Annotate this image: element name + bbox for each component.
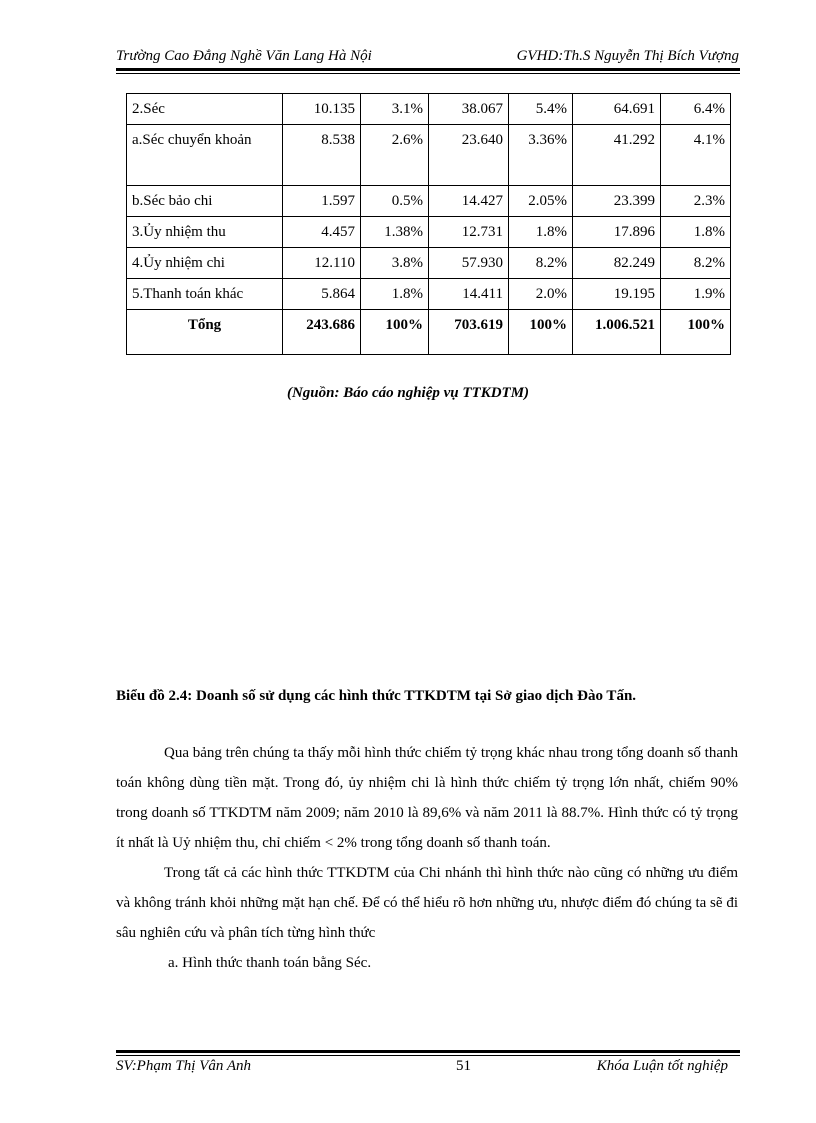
- total-percent-2010: 100%: [509, 310, 573, 355]
- row-label: b.Séc bảo chi: [127, 186, 283, 217]
- percent-2011: 1.8%: [661, 217, 731, 248]
- table-row: [127, 186, 731, 217]
- percent-2010: 1.8%: [509, 217, 573, 248]
- header-rule-thick: [116, 68, 740, 71]
- percent-2009: 3.1%: [361, 94, 429, 125]
- total-label: Tổng: [127, 310, 283, 355]
- table-source-note: (Nguồn: Báo cáo nghiệp vụ TTKDTM): [286, 385, 530, 401]
- value-2011: 19.195: [573, 279, 661, 310]
- value-2010: 23.640: [429, 125, 509, 186]
- total-value-2009: 243.686: [283, 310, 361, 355]
- percent-2011: 1.9%: [661, 279, 731, 310]
- value-2011: 23.399: [573, 186, 661, 217]
- value-2009: 10.135: [283, 94, 361, 125]
- footer-rule-thin: [116, 1055, 740, 1056]
- row-label: 5.Thanh toán khác: [127, 279, 283, 310]
- percent-2011: 6.4%: [661, 94, 731, 125]
- value-2010: 14.427: [429, 186, 509, 217]
- percent-2009: 3.8%: [361, 248, 429, 279]
- footer-rule-thick: [116, 1050, 740, 1053]
- percent-2010: 5.4%: [509, 94, 573, 125]
- table-row: [127, 248, 731, 279]
- page-number: 51: [456, 1058, 471, 1074]
- table-row: [127, 217, 731, 248]
- row-label: a.Séc chuyển khoản: [127, 125, 283, 186]
- subsection-heading: a. Hình thức thanh toán bằng Séc.: [168, 955, 372, 971]
- value-2009: 12.110: [283, 248, 361, 279]
- total-value-2010: 703.619: [429, 310, 509, 355]
- header-advisor: GVHD:Th.S Nguyễn Thị Bích Vượng: [516, 48, 739, 64]
- table-total-row: [127, 310, 731, 355]
- percent-2009: 1.38%: [361, 217, 429, 248]
- value-2010: 57.930: [429, 248, 509, 279]
- percent-2010: 3.36%: [509, 125, 573, 186]
- total-percent-2011: 100%: [661, 310, 731, 355]
- table-row: [127, 125, 731, 186]
- percent-2010: 2.05%: [509, 186, 573, 217]
- chart-caption: Biểu đồ 2.4: Doanh số sử dụng các hình thức TTKDTM tại Sở giao dịch Đào Tấn.: [116, 688, 637, 704]
- percent-2011: 2.3%: [661, 186, 731, 217]
- row-label: 3.Ủy nhiệm thu: [127, 217, 283, 248]
- value-2009: 5.864: [283, 279, 361, 310]
- payment-methods-table: [126, 93, 731, 355]
- paragraph-overview: Trong tất cả các hình thức TTKDTM của Chi nhánh thì hình thức nào cũng có những ưu điểm và không tránh khỏi những mặt hạn chế. Để có thể hiểu rõ hơn những ưu, nhược điểm đó chúng ta sẽ đi sâu nghiên cứu và phân tích từng hình thức: [116, 865, 738, 941]
- paragraph-analysis: Qua bảng trên chúng ta thấy mỗi hình thức chiếm tỷ trọng khác nhau trong tổng doanh số thanh toán không dùng tiền mặt. Trong đó, ủy nhiệm chi là hình thức chiếm tỷ trọng lớn nhất, chiếm 90% trong doanh số TTKDTM năm 2009; năm 2010 là 89,6% và năm 2011 là 88.7%. Hình thức có tỷ trọng ít nhất là Uỷ nhiệm thu, chỉ chiếm < 2% trong tổng doanh số thanh toán.: [116, 745, 738, 851]
- page-header: [116, 48, 739, 66]
- value-2011: 41.292: [573, 125, 661, 186]
- value-2010: 38.067: [429, 94, 509, 125]
- total-value-2011: 1.006.521: [573, 310, 661, 355]
- value-2010: 14.411: [429, 279, 509, 310]
- header-school: Trường Cao Đẳng Nghề Văn Lang Hà Nội: [116, 48, 372, 64]
- footer-thesis: Khóa Luận tốt nghiệp: [596, 1058, 728, 1074]
- percent-2010: 8.2%: [509, 248, 573, 279]
- footer-student: SV:Phạm Thị Vân Anh: [116, 1058, 251, 1074]
- percent-2011: 8.2%: [661, 248, 731, 279]
- row-label: 2.Séc: [127, 94, 283, 125]
- total-percent-2009: 100%: [361, 310, 429, 355]
- header-rule-thin: [116, 73, 740, 74]
- value-2009: 1.597: [283, 186, 361, 217]
- value-2009: 4.457: [283, 217, 361, 248]
- table-row: [127, 94, 731, 125]
- value-2010: 12.731: [429, 217, 509, 248]
- value-2009: 8.538: [283, 125, 361, 186]
- row-label: 4.Ủy nhiệm chi: [127, 248, 283, 279]
- page-footer: [116, 1058, 728, 1076]
- value-2011: 17.896: [573, 217, 661, 248]
- percent-2009: 1.8%: [361, 279, 429, 310]
- percent-2009: 0.5%: [361, 186, 429, 217]
- percent-2009: 2.6%: [361, 125, 429, 186]
- percent-2010: 2.0%: [509, 279, 573, 310]
- value-2011: 82.249: [573, 248, 661, 279]
- table-row: [127, 279, 731, 310]
- value-2011: 64.691: [573, 94, 661, 125]
- percent-2011: 4.1%: [661, 125, 731, 186]
- body-text: [116, 738, 738, 978]
